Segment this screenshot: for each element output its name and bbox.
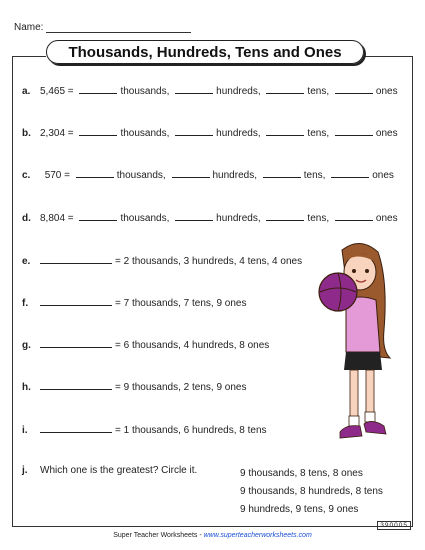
answer-blank[interactable] <box>266 84 304 94</box>
answer-blank[interactable] <box>79 126 117 136</box>
name-row <box>14 22 191 33</box>
answer-blank[interactable] <box>79 84 117 94</box>
question-letter: a. <box>22 86 31 97</box>
answer-blank[interactable] <box>331 168 369 178</box>
ones-label: ones <box>375 213 398 224</box>
question-letter: d. <box>22 213 31 224</box>
question-letter: h. <box>22 382 31 393</box>
frame-top-right <box>364 56 412 57</box>
tens-label: tens, <box>307 128 330 139</box>
question-text: = 7 thousands, 7 tens, 9 ones <box>115 298 247 309</box>
answer-blank[interactable] <box>266 211 304 221</box>
answer-blank[interactable] <box>40 338 112 348</box>
thousands-label: thousands, <box>120 86 170 97</box>
answer-blank[interactable] <box>175 211 213 221</box>
ones-label: ones <box>375 128 398 139</box>
footer-link[interactable]: www.superteacherworksheets.com <box>203 532 312 539</box>
question-number: 5,465 = <box>40 86 74 97</box>
ones-label: ones <box>375 86 398 97</box>
question-j <box>22 465 197 476</box>
tens-label: tens, <box>307 86 330 97</box>
question-prompt: Which one is the greatest? Circle it. <box>40 465 198 476</box>
tens-label: tens, <box>303 170 326 181</box>
footer-brand: Super Teacher Worksheets - <box>113 532 204 539</box>
hundreds-label: hundreds, <box>216 213 261 224</box>
question-b <box>22 126 398 139</box>
question-number: 570 = <box>44 170 70 181</box>
question-text: = 2 thousands, 3 hundreds, 4 tens, 4 ones <box>115 256 303 267</box>
question-h <box>22 380 246 393</box>
footer <box>0 532 425 539</box>
hundreds-label: hundreds, <box>216 86 261 97</box>
question-number: 2,304 = <box>40 128 74 139</box>
hundreds-label: hundreds, <box>212 170 257 181</box>
choice-item[interactable]: 9 thousands, 8 hundreds, 8 tens <box>240 486 383 497</box>
answer-blank[interactable] <box>263 168 301 178</box>
answer-blank[interactable] <box>335 126 373 136</box>
name-line[interactable] <box>46 23 191 33</box>
question-letter: g. <box>22 340 31 351</box>
question-text: = 6 thousands, 4 hundreds, 8 ones <box>115 340 270 351</box>
question-c <box>22 168 394 181</box>
girl-basketball-illustration <box>310 240 400 455</box>
question-letter: j. <box>22 465 28 476</box>
answer-blank[interactable] <box>335 211 373 221</box>
answer-blank[interactable] <box>175 126 213 136</box>
question-letter: i. <box>22 425 28 436</box>
question-number: 8,804 = <box>40 213 74 224</box>
answer-blank[interactable] <box>40 423 112 433</box>
choice-item[interactable]: 9 thousands, 8 tens, 8 ones <box>240 468 363 479</box>
thousands-label: thousands, <box>116 170 166 181</box>
question-text: = 9 thousands, 2 tens, 9 ones <box>115 382 247 393</box>
answer-blank[interactable] <box>175 84 213 94</box>
ones-label: ones <box>372 170 394 181</box>
choice-item[interactable]: 9 hundreds, 9 tens, 9 ones <box>240 504 359 515</box>
thousands-label: thousands, <box>120 128 170 139</box>
answer-blank[interactable] <box>40 380 112 390</box>
question-letter: f. <box>22 298 29 309</box>
page-title: Thousands, Hundreds, Tens and Ones <box>46 40 364 64</box>
question-f <box>22 296 246 309</box>
question-g <box>22 338 269 351</box>
choice-list <box>240 465 383 519</box>
worksheet-code: 390005 <box>377 521 411 530</box>
question-d <box>22 211 398 224</box>
question-letter: c. <box>22 170 31 181</box>
tens-label: tens, <box>307 213 330 224</box>
frame-top-left <box>12 56 46 57</box>
thousands-label: thousands, <box>120 213 170 224</box>
answer-blank[interactable] <box>79 211 117 221</box>
answer-blank[interactable] <box>335 84 373 94</box>
question-e <box>22 254 302 267</box>
question-a <box>22 84 398 97</box>
question-letter: e. <box>22 256 31 267</box>
question-i <box>22 423 267 436</box>
hundreds-label: hundreds, <box>216 128 261 139</box>
answer-blank[interactable] <box>76 168 114 178</box>
question-text: = 1 thousands, 6 hundreds, 8 tens <box>115 425 267 436</box>
answer-blank[interactable] <box>266 126 304 136</box>
answer-blank[interactable] <box>40 254 112 264</box>
question-letter: b. <box>22 128 31 139</box>
answer-blank[interactable] <box>40 296 112 306</box>
answer-blank[interactable] <box>172 168 210 178</box>
name-label: Name: <box>14 22 44 33</box>
